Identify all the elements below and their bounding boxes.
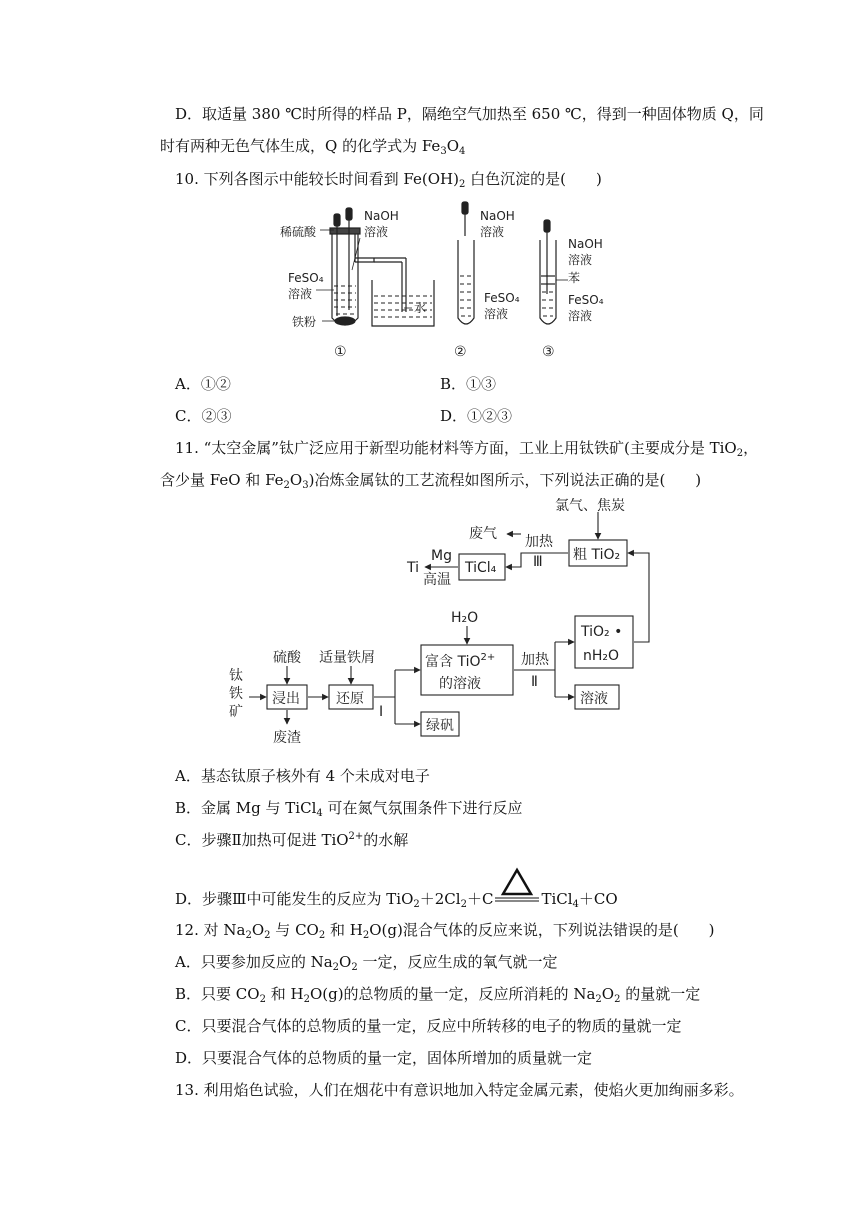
svg-text:苯: 苯 [568,271,581,285]
svg-text:H₂O: H₂O [451,610,479,626]
svg-text:铁: 铁 [229,686,243,702]
svg-text:加热: 加热 [525,534,553,550]
svg-text:①: ① [334,344,347,360]
svg-text:溶液: 溶液 [484,307,509,321]
q11-process-flowchart [225,498,665,752]
svg-text:浸出: 浸出 [272,691,300,707]
q12-option-c: C．只要混合气体的总物质的量一定，反应中所转移的电子的物质的量就一定 [175,1017,682,1035]
svg-text:水: 水 [414,301,427,315]
svg-text:FeSO₄: FeSO₄ [484,291,520,305]
q11-option-d: D．步骤Ⅲ中可能发生的反应为 $TiO_2+2Cl_2+C$ TiCl$_4$＋CO [175,888,618,909]
svg-text:NaOH: NaOH [364,209,399,223]
q11-stem-line1: 11. “太空金属”钛广泛应用于新型功能材料等方面，工业上用钛铁矿(主要成分是 TiO$_2$， [175,439,759,459]
svg-text:加热: 加热 [521,652,549,668]
svg-text:nH₂O: nH₂O [583,648,620,664]
svg-text:钛: 钛 [229,668,243,684]
q10-apparatus-figure [280,200,640,364]
q12-option-a: A．只要参加反应的 $Na_2O_2$ 一定，反应生成的氧气就一定 [175,953,558,973]
svg-text:铁粉: 铁粉 [292,315,317,329]
apparatus-3-labels [542,237,604,360]
q9-option-d-line2: 时有两种无色气体生成，Q 的化学式为 $Fe_3O_4$ [160,137,466,157]
q10-stem: 10. 下列各图示中能较长时间看到 $Fe(OH)_2$ 白色沉淀的是( ) [175,170,602,190]
svg-text:②: ② [454,344,467,360]
svg-text:硫酸: 硫酸 [273,650,301,666]
svg-text:TiCl₄: TiCl₄ [465,560,497,576]
q12-option-b: B．只要 $CO_2$ 和 $H_2O(g)$的总物质的量一定，反应所消耗的 $Na_2O_2$ 的量就一定 [175,985,701,1005]
svg-text:NaOH: NaOH [568,237,603,251]
svg-text:TiO₂ •: TiO₂ • [581,624,623,640]
apparatus-3 [540,220,568,324]
q10-option-b: B．①③ [440,375,497,393]
apparatus-2 [458,202,474,324]
q11-stem-line2: 含少量 FeO 和 $Fe_2O_3$)冶炼金属钛的工艺流程如图所示，下列说法正确的是( ) [160,471,702,491]
svg-text:绿矾: 绿矾 [426,718,454,734]
svg-text:Ti: Ti [407,560,420,576]
svg-text:氯气、焦炭: 氯气、焦炭 [555,498,625,514]
svg-text:高温: 高温 [423,572,451,588]
svg-text:废气: 废气 [469,526,497,542]
apparatus-2-labels [454,209,520,360]
svg-text:溶液: 溶液 [480,225,505,239]
heating-condition-symbol [493,888,541,908]
svg-text:Mg: Mg [431,548,452,564]
svg-text:溶液: 溶液 [580,691,608,707]
svg-text:废渣: 废渣 [273,730,301,746]
svg-text:还原: 还原 [336,691,364,707]
svg-text:NaOH: NaOH [480,209,515,223]
svg-text:稀硫酸: 稀硫酸 [280,225,317,239]
svg-text:FeSO₄: FeSO₄ [288,271,324,285]
triangle-heat-icon [493,866,541,902]
svg-text:粗 TiO₂: 粗 TiO₂ [573,547,621,563]
q10-option-d: D．①②③ [440,407,513,425]
svg-text:Ⅲ: Ⅲ [533,554,543,570]
svg-text:富含 TiO2+: 富含 TiO$^{2+}$ [425,652,496,670]
q11-option-c: C．步骤Ⅱ加热可促进 TiO$^{2+}$的水解 [175,831,409,849]
q13-stem: 13. 利用焰色试验，人们在烟花中有意识地加入特定金属元素，使焰火更加绚丽多彩。 [175,1081,744,1099]
svg-text:溶液: 溶液 [568,253,593,267]
q12-option-d: D．只要混合气体的总物质的量一定，固体所增加的质量就一定 [175,1049,593,1067]
q11-option-b: B．金属 Mg 与 TiCl$_4$ 可在氮气氛围条件下进行反应 [175,799,523,819]
q10-option-c: C．②③ [175,407,232,425]
q10-option-a: A．①② [175,375,231,393]
svg-text:的溶液: 的溶液 [439,676,481,692]
q9-option-d-line1: D．取适量 380 ℃时所得的样品 P，隔绝空气加热至 650 ℃，得到一种固体物质 Q，同 [175,105,764,123]
svg-text:溶液: 溶液 [568,309,593,323]
q11-option-a: A．基态钛原子核外有 4 个未成对电子 [175,767,430,785]
svg-text:Ⅱ: Ⅱ [531,674,538,690]
svg-text:FeSO₄: FeSO₄ [568,293,604,307]
svg-text:溶液: 溶液 [364,225,389,239]
q12-stem: 12. 对 $Na_2O_2$ 与 $CO_2$ 和 $H_2O(g)$混合气体的反应来说，下列说法错误的是( ) [175,921,715,941]
svg-text:溶液: 溶液 [288,287,313,301]
svg-text:矿: 矿 [229,704,243,720]
svg-text:适量铁屑: 适量铁屑 [319,650,375,666]
svg-text:③: ③ [542,344,555,360]
svg-text:Ⅰ: Ⅰ [379,704,384,720]
